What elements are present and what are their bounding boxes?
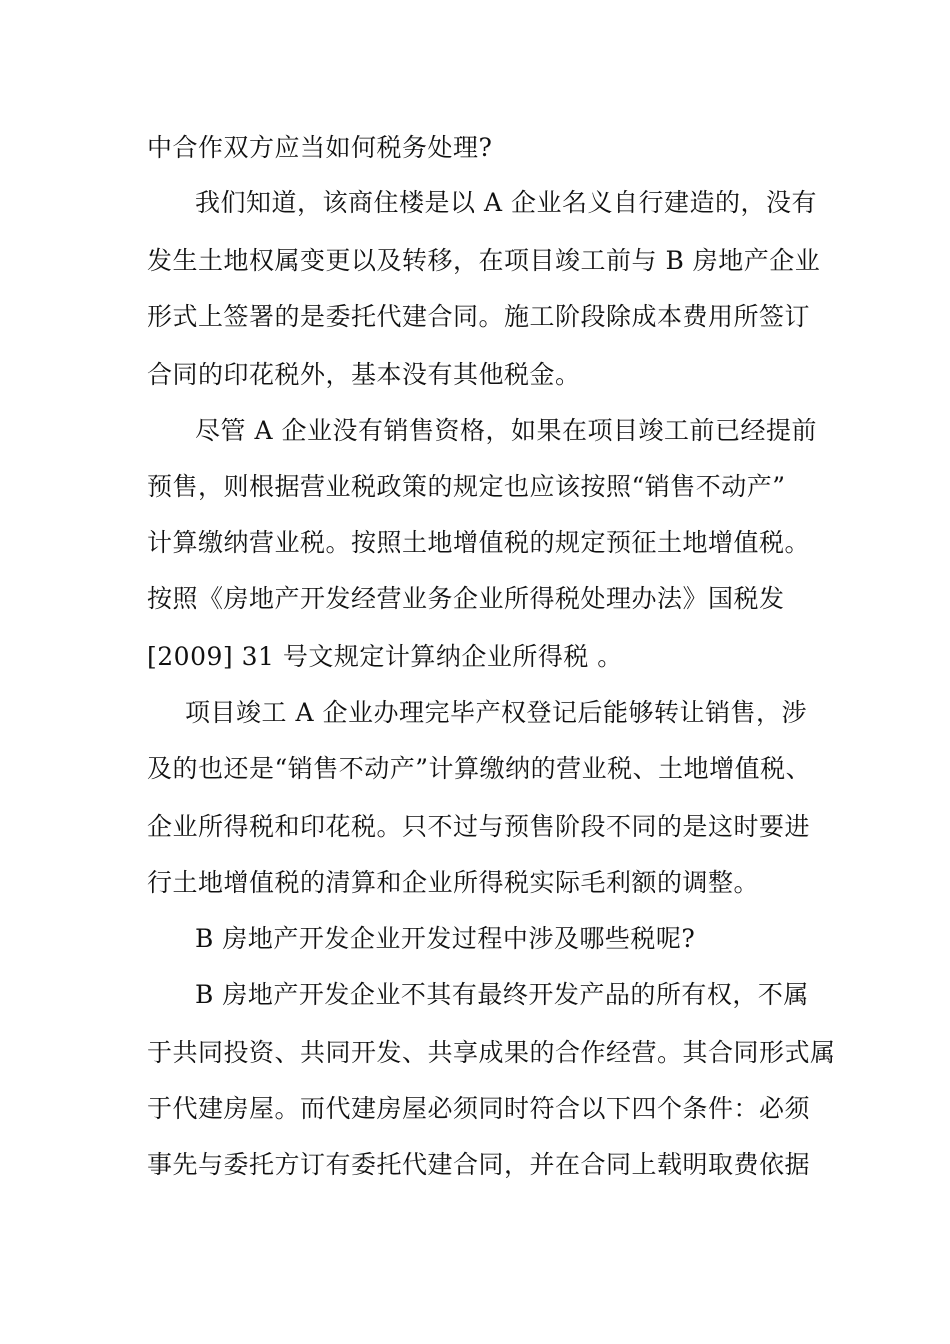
text-line-11: 项目竣工 A 企业办理完毕产权登记后能够转让销售，涉: [185, 698, 807, 727]
text-line-2: 我们知道，该商住楼是以 A 企业名义自行建造的，没有: [195, 188, 817, 217]
text-line-19: 事先与委托方订有委托代建合同，并在合同上载明取费依据: [147, 1150, 811, 1179]
text-line-4: 形式上签署的是委托代建合同。施工阶段除成本费用所签订: [147, 302, 811, 331]
text-line-16: B 房地产开发企业不其有最终开发产品的所有权，不属: [195, 980, 809, 1009]
text-line-15: B 房地产开发企业开发过程中涉及哪些税呢?: [195, 924, 696, 953]
text-line-14: 行土地增值税的清算和企业所得税实际毛利额的调整。: [147, 868, 760, 897]
text-line-7: 预售，则根据营业税政策的规定也应该按照“销售不动产”: [147, 472, 786, 501]
text-line-12: 及的也还是“销售不动产”计算缴纳的营业税、土地增值税、: [147, 754, 812, 783]
text-line-1: 中合作双方应当如何税务处理?: [147, 133, 493, 162]
text-line-9: 按照《房地产开发经营业务企业所得税处理办法》国税发: [147, 584, 785, 613]
text-line-8: 计算缴纳营业税。按照土地增值税的规定预征土地增值税。: [147, 528, 811, 557]
text-line-10: [2009] 31 号文规定计算纳企业所得税 。: [147, 642, 623, 671]
text-line-13: 企业所得税和印花税。只不过与预售阶段不同的是这时要进: [147, 812, 811, 841]
text-line-18: 于代建房屋。而代建房屋必须同时符合以下四个条件：必须: [147, 1094, 811, 1123]
text-line-17: 于共同投资、共同开发、共享成果的合作经营。其合同形式属: [147, 1038, 836, 1067]
text-line-6: 尽管 A 企业没有销售资格，如果在项目竣工前已经提前: [195, 416, 817, 445]
text-line-3: 发生土地权属变更以及转移，在项目竣工前与 B 房地产企业: [147, 246, 821, 275]
text-line-5: 合同的印花税外，基本没有其他税金。: [147, 360, 581, 389]
